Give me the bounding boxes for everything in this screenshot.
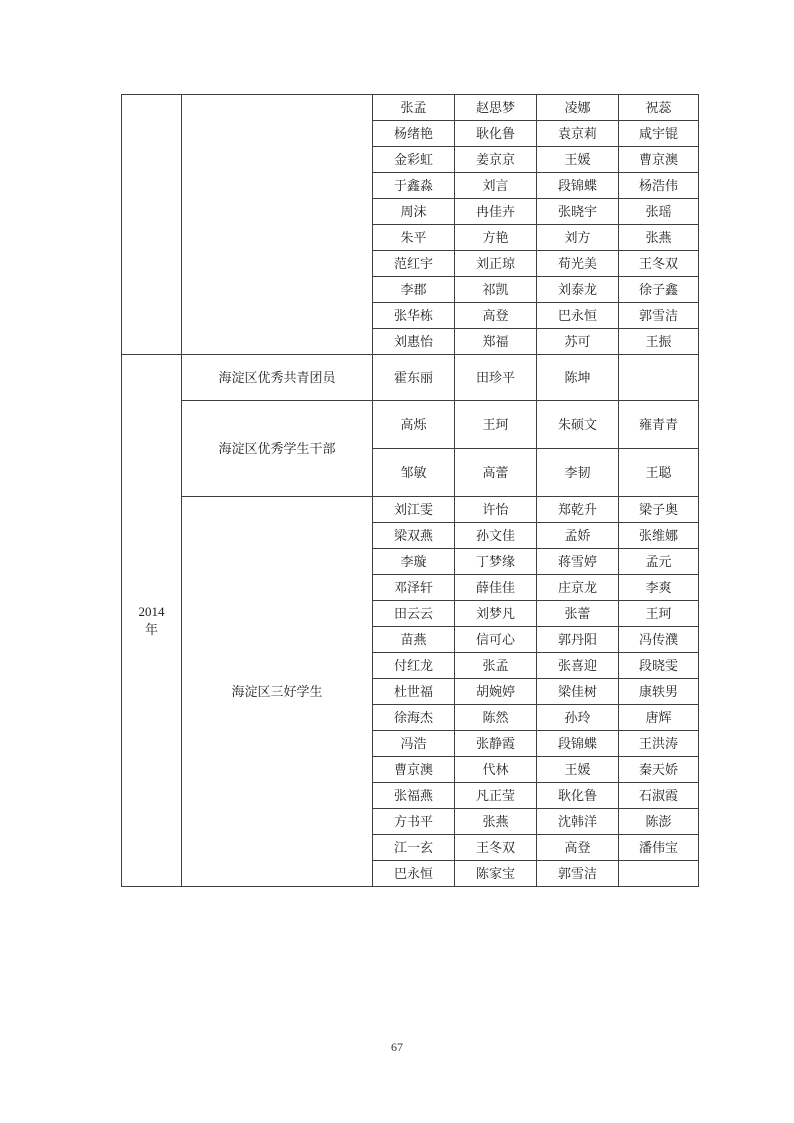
name-cell: 赵思梦 <box>455 95 537 121</box>
name-cell: 高登 <box>537 835 619 861</box>
year-suffix-text: 年 <box>144 621 158 637</box>
name-cell: 孙玲 <box>537 705 619 731</box>
name-cell: 刘江雯 <box>373 497 455 523</box>
table-row <box>122 95 699 121</box>
name-cell: 孟元 <box>619 549 699 575</box>
name-cell: 邹敏 <box>373 449 455 497</box>
name-cell: 李韧 <box>537 449 619 497</box>
name-cell: 高蕾 <box>455 449 537 497</box>
year-cell-empty <box>122 95 182 355</box>
name-cell: 袁京莉 <box>537 121 619 147</box>
name-cell: 方艳 <box>455 225 537 251</box>
name-cell: 巴永恒 <box>373 861 455 887</box>
name-cell: 徐海杰 <box>373 705 455 731</box>
page-number: 67 <box>391 1040 403 1054</box>
name-cell: 朱硕文 <box>537 401 619 449</box>
name-cell: 薛佳佳 <box>455 575 537 601</box>
name-cell: 陈坤 <box>537 355 619 401</box>
name-cell: 朱平 <box>373 225 455 251</box>
table-row <box>122 497 699 523</box>
name-cell-empty <box>619 861 699 887</box>
name-cell: 段晓雯 <box>619 653 699 679</box>
name-cell: 段锦蝶 <box>537 731 619 757</box>
name-cell: 陈澎 <box>619 809 699 835</box>
name-cell: 冯浩 <box>373 731 455 757</box>
name-cell: 梁佳树 <box>537 679 619 705</box>
name-cell: 刘方 <box>537 225 619 251</box>
name-cell: 杨浩伟 <box>619 173 699 199</box>
name-cell: 霍东丽 <box>373 355 455 401</box>
name-cell: 郑福 <box>455 329 537 355</box>
name-cell: 段锦蝶 <box>537 173 619 199</box>
name-cell: 邓泽轩 <box>373 575 455 601</box>
name-cell: 高烁 <box>373 401 455 449</box>
name-cell: 王聪 <box>619 449 699 497</box>
name-cell: 郭丹阳 <box>537 627 619 653</box>
name-cell: 张晓宇 <box>537 199 619 225</box>
table-row <box>122 401 699 449</box>
name-cell: 巴永恒 <box>537 303 619 329</box>
name-cell: 刘梦凡 <box>455 601 537 627</box>
name-cell: 王洪涛 <box>619 731 699 757</box>
name-cell: 祁凯 <box>455 277 537 303</box>
name-cell: 沈韩洋 <box>537 809 619 835</box>
name-cell: 梁子奥 <box>619 497 699 523</box>
name-cell: 丁梦缘 <box>455 549 537 575</box>
name-cell: 庄京龙 <box>537 575 619 601</box>
name-cell: 冉佳卉 <box>455 199 537 225</box>
name-cell: 秦天娇 <box>619 757 699 783</box>
name-cell: 王冬双 <box>455 835 537 861</box>
name-cell: 张瑶 <box>619 199 699 225</box>
name-cell: 张蕾 <box>537 601 619 627</box>
name-cell: 陈家宝 <box>455 861 537 887</box>
name-cell-empty <box>619 355 699 401</box>
name-cell: 耿化鲁 <box>537 783 619 809</box>
name-cell: 张维娜 <box>619 523 699 549</box>
name-cell: 王珂 <box>619 601 699 627</box>
name-cell: 张孟 <box>373 95 455 121</box>
name-cell: 孙文佳 <box>455 523 537 549</box>
name-cell: 张华栋 <box>373 303 455 329</box>
name-cell: 张燕 <box>619 225 699 251</box>
name-cell: 姜京京 <box>455 147 537 173</box>
name-cell: 郭雪洁 <box>537 861 619 887</box>
name-cell: 苗燕 <box>373 627 455 653</box>
name-cell: 田云云 <box>373 601 455 627</box>
name-cell: 田珍平 <box>455 355 537 401</box>
year-cell <box>122 355 182 887</box>
awards-table <box>121 94 699 887</box>
name-cell: 王媛 <box>537 757 619 783</box>
name-cell: 王媛 <box>537 147 619 173</box>
name-cell: 张孟 <box>455 653 537 679</box>
name-cell: 曹京澳 <box>619 147 699 173</box>
name-cell: 高登 <box>455 303 537 329</box>
name-cell: 郑乾升 <box>537 497 619 523</box>
category-cell-empty <box>182 95 373 355</box>
name-cell: 唐辉 <box>619 705 699 731</box>
name-cell: 代林 <box>455 757 537 783</box>
category-cell: 海淀区优秀共青团员 <box>182 355 373 401</box>
name-cell: 祝蕊 <box>619 95 699 121</box>
name-cell: 付红龙 <box>373 653 455 679</box>
name-cell: 耿化鲁 <box>455 121 537 147</box>
name-cell: 潘伟宝 <box>619 835 699 861</box>
name-cell: 刘泰龙 <box>537 277 619 303</box>
name-cell: 李爽 <box>619 575 699 601</box>
name-cell: 孟娇 <box>537 523 619 549</box>
name-cell: 荀光美 <box>537 251 619 277</box>
name-cell: 许怡 <box>455 497 537 523</box>
name-cell: 石淑霞 <box>619 783 699 809</box>
name-cell: 范红宇 <box>373 251 455 277</box>
name-cell: 胡婉婷 <box>455 679 537 705</box>
name-cell: 信可心 <box>455 627 537 653</box>
name-cell: 苏可 <box>537 329 619 355</box>
name-cell: 曹京澳 <box>373 757 455 783</box>
name-cell: 康轶男 <box>619 679 699 705</box>
name-cell: 刘惠怡 <box>373 329 455 355</box>
name-cell: 王冬双 <box>619 251 699 277</box>
name-cell: 冯传濮 <box>619 627 699 653</box>
name-cell: 郭雪洁 <box>619 303 699 329</box>
name-cell: 咸宇锟 <box>619 121 699 147</box>
name-cell: 梁双燕 <box>373 523 455 549</box>
name-cell: 王珂 <box>455 401 537 449</box>
name-cell: 张喜迎 <box>537 653 619 679</box>
table-row <box>122 355 699 401</box>
name-cell: 金彩虹 <box>373 147 455 173</box>
name-cell: 杜世福 <box>373 679 455 705</box>
name-cell: 方书平 <box>373 809 455 835</box>
name-cell: 徐子鑫 <box>619 277 699 303</box>
name-cell: 刘言 <box>455 173 537 199</box>
name-cell: 陈然 <box>455 705 537 731</box>
name-cell: 江一玄 <box>373 835 455 861</box>
year-text: 2014 <box>138 603 165 619</box>
name-cell: 凌娜 <box>537 95 619 121</box>
name-cell: 杨绪艳 <box>373 121 455 147</box>
name-cell: 雍青青 <box>619 401 699 449</box>
name-cell: 李郡 <box>373 277 455 303</box>
name-cell: 于鑫淼 <box>373 173 455 199</box>
name-cell: 凡正莹 <box>455 783 537 809</box>
name-cell: 王振 <box>619 329 699 355</box>
name-cell: 张燕 <box>455 809 537 835</box>
name-cell: 刘正琼 <box>455 251 537 277</box>
name-cell: 蒋雪婷 <box>537 549 619 575</box>
name-cell: 李璇 <box>373 549 455 575</box>
name-cell: 周沫 <box>373 199 455 225</box>
name-cell: 张福燕 <box>373 783 455 809</box>
category-cell: 海淀区优秀学生干部 <box>182 401 373 497</box>
name-cell: 张静霞 <box>455 731 537 757</box>
category-cell: 海淀区三好学生 <box>182 497 373 887</box>
